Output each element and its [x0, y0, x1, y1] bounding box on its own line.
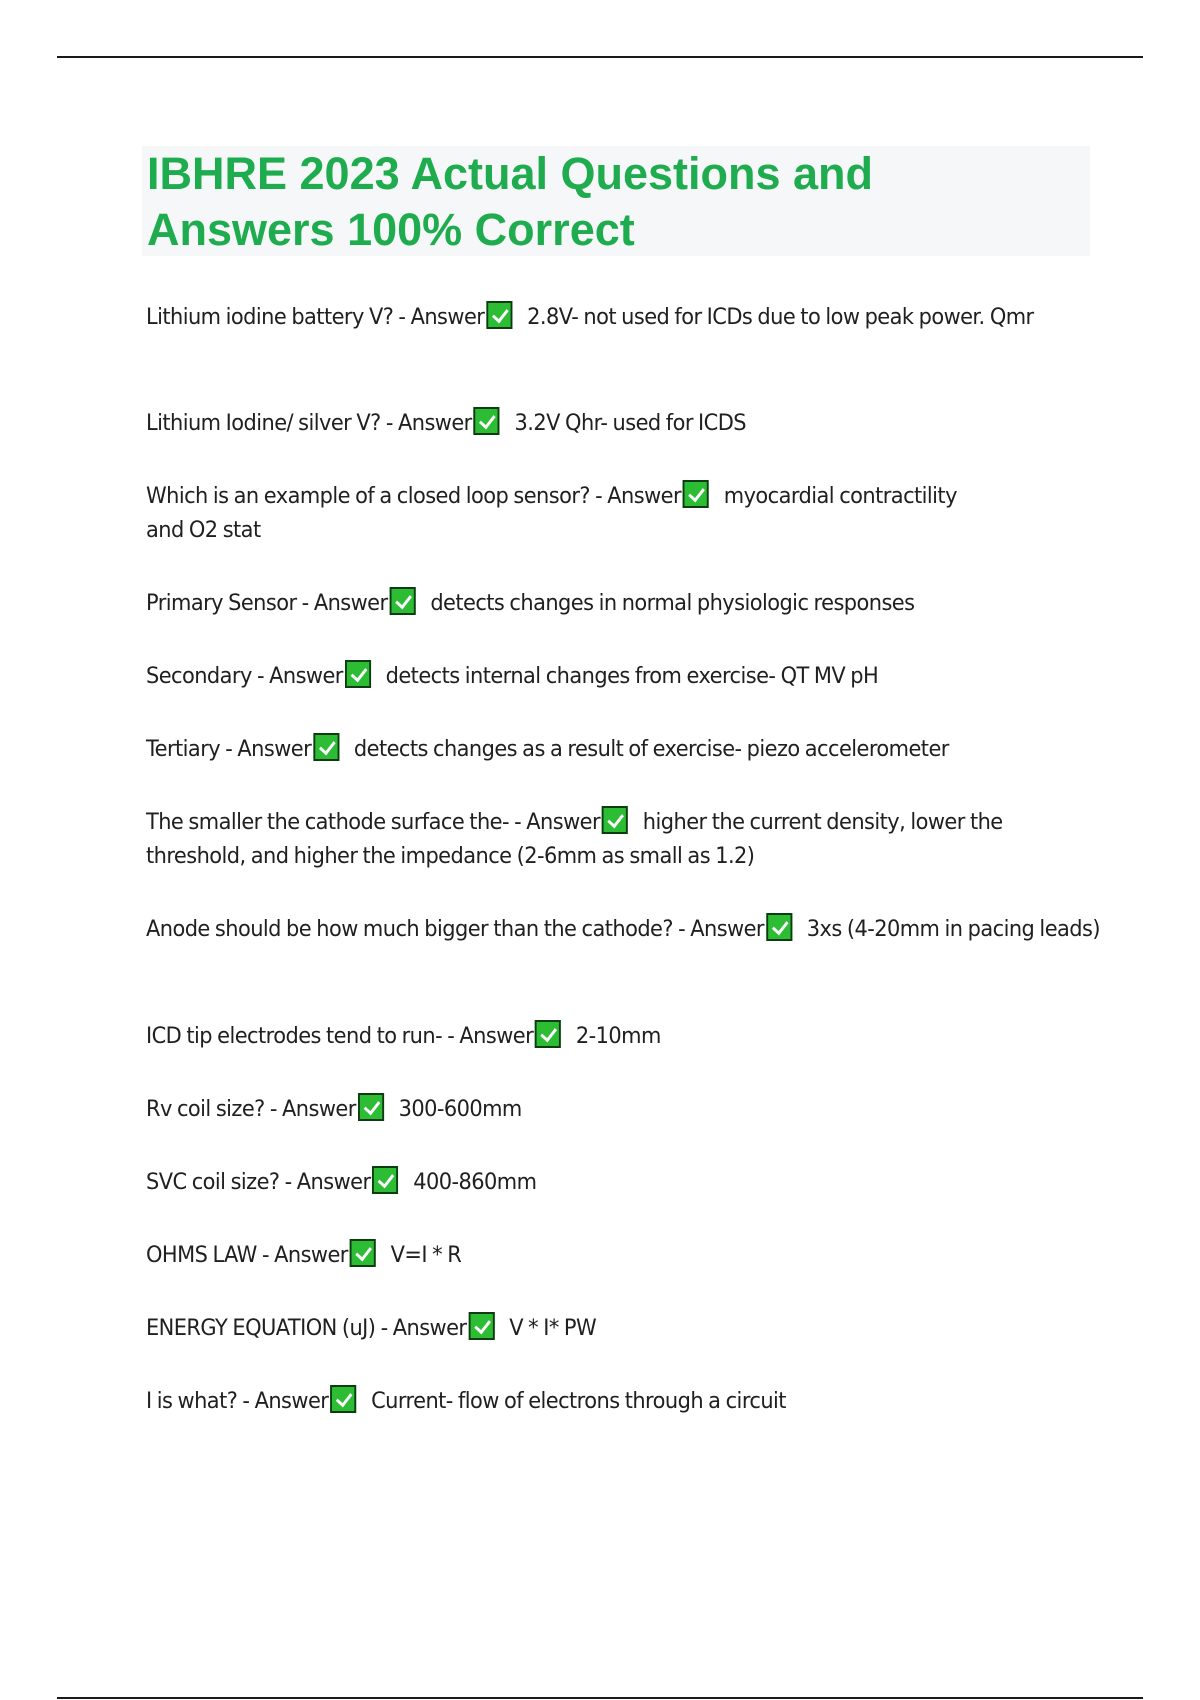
- question-text: Anode should be how much bigger than the cathode?: [146, 916, 673, 942]
- checkmark-icon: [358, 1093, 384, 1121]
- answer-text: 2-10mm: [575, 1023, 661, 1049]
- answer-label: - Answer: [672, 916, 764, 942]
- question-text: ICD tip electrodes tend to run-: [146, 1023, 443, 1049]
- checkmark-icon: [474, 407, 500, 435]
- question-text: Tertiary: [146, 736, 221, 762]
- question-text: Lithium Iodine/ silver V?: [146, 410, 381, 436]
- checkmark-icon: [389, 587, 415, 615]
- qa-item: [146, 586, 1095, 620]
- answer-label: - Answer: [393, 304, 485, 330]
- qa-item: [146, 1311, 1095, 1345]
- qa-item: [146, 1019, 1095, 1053]
- header-rule: [57, 56, 1143, 58]
- qa-item: [146, 1165, 1095, 1199]
- answer-label: - Answer: [279, 1169, 371, 1195]
- document-title-line-1: IBHRE 2023 Actual Questions and: [147, 148, 874, 199]
- title-block: [142, 146, 1090, 256]
- document-title-line-2: Answers 100% Correct: [147, 204, 635, 255]
- question-text: Lithium iodine battery V?: [146, 304, 394, 330]
- answer-text: 2.8V- not used for ICDs due to low peak power. Qmr: [527, 304, 1034, 330]
- answer-text: 3xs (4-20mm in pacing leads): [806, 916, 1100, 942]
- checkmark-icon: [468, 1312, 494, 1340]
- answer-label: - Answer: [220, 736, 312, 762]
- answer-text: 300-600mm: [398, 1096, 522, 1122]
- answer-text: V * I* PW: [509, 1315, 597, 1341]
- answer-label: - Answer: [508, 809, 601, 835]
- checkmark-icon: [372, 1166, 398, 1194]
- answer-label: - Answer: [375, 1315, 467, 1341]
- answer-label: - Answer: [251, 663, 343, 689]
- checkmark-icon: [330, 1385, 356, 1413]
- question-text: ENERGY EQUATION (uJ): [146, 1315, 376, 1341]
- qa-item: [146, 1384, 1095, 1418]
- answer-text: V=I * R: [390, 1242, 462, 1268]
- qa-item: [146, 912, 1113, 946]
- answer-text: detects changes as a result of exercise- piezo accelerometer: [353, 736, 949, 762]
- answer-text: myocardial contractility and O2 stat: [146, 483, 957, 543]
- answer-text: higher the current density, lower the threshold, and higher the impedance (2-6mm as small as 1.2): [146, 809, 1003, 869]
- question-text: SVC coil size?: [146, 1169, 280, 1195]
- question-text: Primary Sensor: [146, 590, 297, 616]
- qa-item: [146, 406, 1095, 440]
- answer-label: - Answer: [296, 590, 388, 616]
- answer-text: 3.2V Qhr- used for ICDS: [514, 410, 746, 436]
- checkmark-icon: [486, 301, 512, 329]
- question-text: The smaller the cathode surface the-: [146, 809, 509, 835]
- qa-item: [146, 805, 1085, 873]
- qa-item: [146, 732, 1188, 766]
- question-text: Rv coil size?: [146, 1096, 265, 1122]
- answer-label: - Answer: [442, 1023, 534, 1049]
- answer-label: - Answer: [237, 1388, 329, 1414]
- answer-label: - Answer: [264, 1096, 356, 1122]
- question-text: OHMS LAW: [146, 1242, 257, 1268]
- answer-text: Current- flow of electrons through a circuit: [371, 1388, 786, 1414]
- question-text: I is what?: [146, 1388, 238, 1414]
- answer-label: - Answer: [380, 410, 472, 436]
- question-text: Which is an example of a closed loop sensor?: [146, 483, 590, 509]
- checkmark-icon: [350, 1239, 376, 1267]
- checkmark-icon: [535, 1020, 561, 1048]
- checkmark-icon: [313, 733, 339, 761]
- qa-item: [146, 479, 964, 547]
- question-text: Secondary: [146, 663, 252, 689]
- checkmark-icon: [683, 480, 709, 508]
- qa-item: [146, 300, 1095, 334]
- footer-rule: [57, 1697, 1143, 1699]
- document-title: [142, 146, 1090, 258]
- qa-item: [146, 1092, 1095, 1126]
- checkmark-icon: [345, 660, 371, 688]
- qa-item: [146, 659, 1095, 693]
- answer-text: detects internal changes from exercise- QT MV pH: [385, 663, 879, 689]
- checkmark-icon: [766, 913, 792, 941]
- answer-label: - Answer: [589, 483, 681, 509]
- qa-item: [146, 1238, 1095, 1272]
- answer-text: detects changes in normal physiologic responses: [430, 590, 915, 616]
- answer-text: 400-860mm: [413, 1169, 537, 1195]
- answer-label: - Answer: [256, 1242, 348, 1268]
- checkmark-icon: [602, 806, 628, 834]
